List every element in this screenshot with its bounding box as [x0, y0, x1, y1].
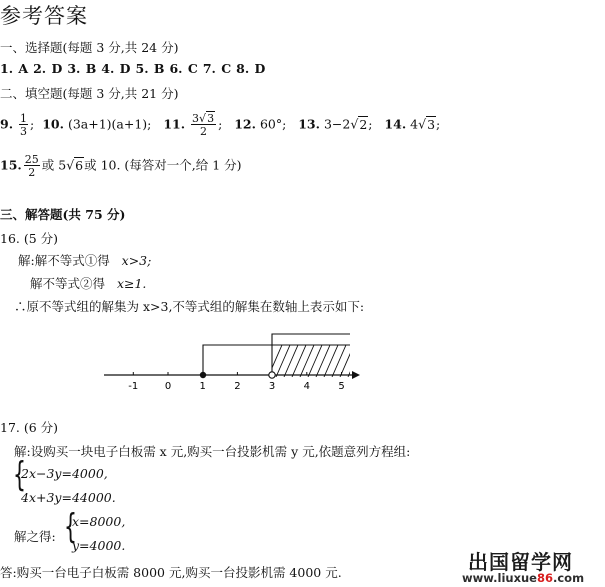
hatch-line	[348, 345, 362, 377]
hatch-line	[356, 345, 370, 377]
p17-sol2: y=4000.	[72, 538, 126, 553]
p17-eq2: 4x+3y=44000.	[21, 490, 116, 505]
p17-solve-label: 解之得:	[14, 529, 56, 544]
q15-radicand: 6	[75, 157, 84, 173]
watermark-url-suffix: .com	[553, 571, 585, 585]
tick-label: 3	[268, 381, 276, 392]
left-brace-icon: {	[64, 507, 77, 547]
q10-answer: (3a+1)(a+1);	[67, 116, 152, 132]
q15-mid2: 或 10. (每答对一个,给 1 分)	[84, 157, 242, 173]
q11-denominator: 2	[191, 124, 216, 137]
watermark-url-prefix: www.liuxue	[462, 571, 537, 585]
q14-radicand: 3	[427, 116, 436, 132]
p16-step1-text: 解:解不等式①得	[18, 253, 110, 268]
q10-number: 10.	[42, 116, 64, 132]
q15-numerator: 25	[24, 153, 39, 166]
q11-fraction: $\frac{3√3}{2}$	[192, 112, 215, 138]
tick-label: 1	[199, 381, 206, 392]
p16-step2	[30, 274, 146, 292]
hatch-line	[284, 345, 298, 377]
section2-heading: 二、填空题(每题 3 分,共 21 分)	[0, 86, 179, 101]
p17-eq1: 2x−3y=4000,	[21, 466, 108, 481]
q14-pre: 4	[410, 116, 419, 132]
p16-step1-math: x>3;	[121, 253, 152, 268]
p17-setup: 解:设购买一块电子白板需 x 元,购买一台投影机需 y 元,依题意列方程组:	[14, 444, 411, 459]
choice-answer: 1. A	[0, 61, 29, 76]
q13-number: 13.	[298, 116, 320, 132]
hatch-line	[380, 345, 394, 377]
choice-answer: 8. D	[236, 61, 266, 76]
choice-answer: 3. B	[67, 61, 97, 76]
number-line-labels	[128, 381, 344, 392]
open-point-3	[269, 372, 275, 378]
tick-label: 5	[338, 381, 345, 392]
q11-radicand: 3	[207, 112, 215, 125]
q11-number: 11.	[163, 116, 186, 132]
watermark-site-name: 出国留学网	[468, 550, 573, 574]
page-title: 参考答案	[0, 4, 88, 28]
q9-fraction	[19, 113, 28, 137]
p16-label: 16. (5 分)	[0, 231, 59, 246]
watermark-url-highlight: 86	[536, 571, 553, 585]
q15-number: 15.	[0, 157, 22, 173]
hatch-line	[332, 345, 346, 377]
section1-heading: 一、选择题(每题 3 分,共 24 分)	[0, 40, 179, 55]
q14-number: 14.	[384, 116, 407, 132]
solid-point-1	[200, 372, 206, 378]
choice-answer: 7. C	[202, 61, 232, 76]
left-brace-icon: {	[13, 455, 26, 495]
q15-mid1: 或 5	[41, 157, 67, 173]
hatch-line	[316, 345, 330, 377]
p16-conclusion: ∴原不等式组的解集为 x>3,不等式组的解集在数轴上表示如下:	[14, 299, 365, 314]
q14-post: ;	[436, 116, 441, 132]
fill-answers-row1: 9. $\frac{1}{3}$ ; 10. (3a+1)(a+1); 11. $\frac{3√3}{2}$ ; 12. 60°; 13. 3−2√2; 14. 4√3;	[0, 112, 441, 138]
tick-label: -1	[128, 381, 139, 392]
p17-label: 17. (6 分)	[0, 420, 59, 435]
p16-step2-text: 解不等式②得	[30, 276, 106, 291]
fill-answers-row2: 15. $\frac{25}{2}$ 或 5√6或 10. (每答对一个,给 1 分)	[0, 153, 242, 179]
q9-sep: ;	[30, 116, 35, 132]
hatch-line	[324, 345, 338, 377]
choice-answer: 6. C	[169, 61, 198, 76]
q12-number: 12.	[234, 116, 256, 132]
q11-coef: 3	[192, 112, 200, 125]
hatch-line	[364, 345, 378, 377]
axis-arrow-icon	[352, 371, 360, 379]
watermark-url	[462, 571, 584, 585]
hatch-line	[340, 345, 354, 377]
tick-label: 2	[234, 381, 241, 392]
q12-answer: 60°;	[259, 116, 287, 132]
q9-number: 9.	[0, 116, 14, 132]
q13-post: ;	[368, 116, 373, 132]
choice-answer: 5. B	[135, 61, 165, 76]
p16-step1	[18, 251, 151, 269]
q15-fraction	[24, 154, 40, 178]
hatch-line	[308, 345, 322, 377]
p17-answer: 答:购买一台电子白板需 8000 元,购买一台投影机需 4000 元.	[0, 565, 342, 580]
q9-numerator: 1	[20, 112, 28, 125]
hatch-line	[388, 345, 402, 377]
number-line-diagram	[0, 318, 605, 398]
tick-label: 4	[303, 381, 310, 392]
choice-answer: 4. D	[101, 61, 131, 76]
solution-bracket-x-gt-3	[272, 334, 350, 375]
q15-denominator: 2	[24, 165, 40, 178]
choice-answer: 2. D	[33, 61, 63, 76]
section3-heading: 三、解答题(共 75 分)	[0, 207, 126, 222]
p16-step2-math: x≥1.	[116, 276, 147, 291]
hatch-line	[276, 345, 290, 377]
q9-denominator: 3	[20, 125, 28, 138]
solution-hatch	[268, 345, 402, 377]
p17-sol1: x=8000,	[72, 514, 126, 529]
choice-answers	[0, 61, 265, 76]
hatch-line	[372, 345, 386, 377]
hatch-line	[292, 345, 306, 377]
q13-radicand: 2	[359, 116, 368, 132]
tick-label: 0	[164, 381, 172, 392]
q13-pre: 3−2	[323, 116, 351, 132]
q11-sep: ;	[218, 116, 223, 132]
